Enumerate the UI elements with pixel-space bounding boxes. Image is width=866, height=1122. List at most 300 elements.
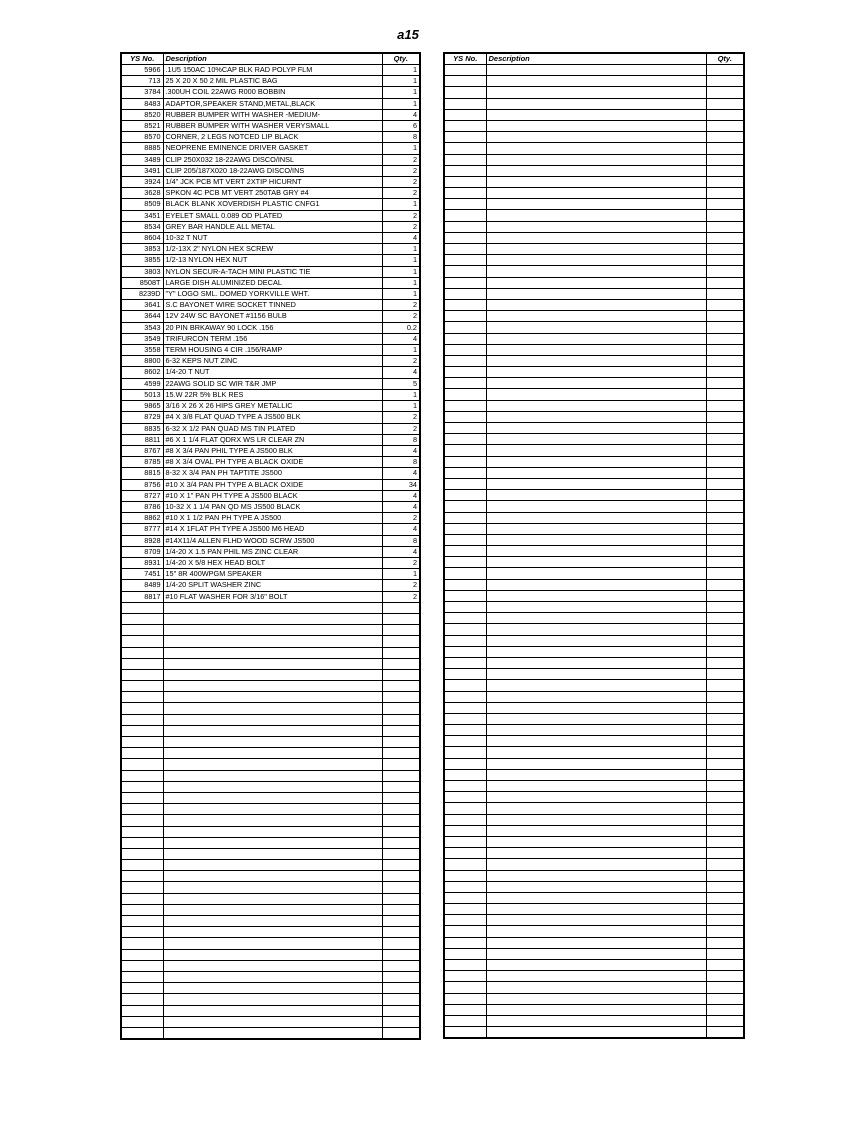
qty-cell: 8 (382, 535, 420, 546)
qty-cell (706, 400, 744, 411)
empty-table-row (121, 971, 420, 982)
description-cell (163, 960, 382, 971)
description-cell (163, 949, 382, 960)
ys-no-cell (444, 199, 486, 210)
description-cell: 3/16 X 26 X 26 HIPS GREY METALLIC (163, 401, 382, 412)
description-cell (486, 255, 706, 266)
description-cell (486, 221, 706, 232)
ys-no-cell (121, 826, 163, 837)
qty-cell: 1 (382, 244, 420, 255)
ys-no-cell: 8239D (121, 289, 163, 300)
ys-no-cell: 8885 (121, 143, 163, 154)
ys-no-cell: 8521 (121, 121, 163, 132)
table-row (121, 266, 420, 277)
ys-no-cell (121, 625, 163, 636)
qty-cell (706, 176, 744, 187)
description-cell (163, 837, 382, 848)
ys-no-cell (444, 904, 486, 915)
description-cell (486, 669, 706, 680)
empty-table-row (121, 938, 420, 949)
qty-cell (706, 579, 744, 590)
qty-cell (382, 916, 420, 927)
description-cell: 22AWG SOLID SC WIR T&R JMP (163, 378, 382, 389)
ys-no-cell (444, 210, 486, 221)
ys-no-cell (444, 624, 486, 635)
qty-cell (706, 624, 744, 635)
qty-cell (706, 892, 744, 903)
empty-table-row (444, 98, 744, 109)
ys-no-cell (444, 467, 486, 478)
ys-no-cell: 3855 (121, 255, 163, 266)
table-row (121, 333, 420, 344)
qty-cell (706, 232, 744, 243)
description-cell (486, 915, 706, 926)
table-row (121, 65, 420, 76)
qty-cell (706, 378, 744, 389)
description-cell (486, 814, 706, 825)
empty-table-row (121, 737, 420, 748)
page-title: a15 (397, 27, 419, 42)
empty-table-row (444, 680, 744, 691)
ys-no-cell (444, 725, 486, 736)
ys-no-cell: 3644 (121, 311, 163, 322)
description-cell (486, 971, 706, 982)
description-cell (486, 400, 706, 411)
qty-cell (706, 221, 744, 232)
ys-no-cell (444, 691, 486, 702)
ys-no-cell (121, 837, 163, 848)
qty-cell (706, 971, 744, 982)
description-cell (163, 882, 382, 893)
empty-table-row (444, 367, 744, 378)
ys-no-cell (121, 983, 163, 994)
qty-cell (706, 904, 744, 915)
ys-no-cell: 8785 (121, 457, 163, 468)
ys-no-cell (444, 154, 486, 165)
ys-no-cell (121, 893, 163, 904)
description-cell (486, 523, 706, 534)
empty-table-row (444, 277, 744, 288)
description-cell (163, 1005, 382, 1016)
empty-table-row (444, 423, 744, 434)
ys-no-cell (121, 692, 163, 703)
empty-table-row (444, 1015, 744, 1026)
description-cell (163, 904, 382, 915)
ys-no-cell: 8509 (121, 199, 163, 210)
table-row (121, 311, 420, 322)
table-row (121, 557, 420, 568)
ys-no-cell (121, 1005, 163, 1016)
table-row (121, 356, 420, 367)
qty-cell (382, 1016, 420, 1027)
table-header-row (121, 53, 420, 65)
ys-no-cell: 8520 (121, 109, 163, 120)
ys-no-cell: 8815 (121, 468, 163, 479)
table-row (121, 165, 420, 176)
empty-table-row (444, 859, 744, 870)
header-description: Description (486, 53, 706, 65)
ys-no-cell (444, 736, 486, 747)
ys-no-cell: 8777 (121, 524, 163, 535)
qty-cell (706, 411, 744, 422)
ys-no-cell (121, 669, 163, 680)
description-cell (163, 927, 382, 938)
qty-cell (382, 1005, 420, 1016)
qty-cell (382, 804, 420, 815)
empty-table-row (444, 725, 744, 736)
description-cell (486, 1004, 706, 1015)
description-cell (163, 625, 382, 636)
ys-no-cell (444, 244, 486, 255)
empty-table-row (444, 378, 744, 389)
description-cell: #10 X 1 1/2 PAN PH TYPE A JS500 (163, 513, 382, 524)
description-cell: EYELET SMALL 0.089 OD PLATED (163, 210, 382, 221)
ys-no-cell (444, 534, 486, 545)
ys-no-cell: 8709 (121, 546, 163, 557)
table-row (121, 300, 420, 311)
empty-table-row (444, 613, 744, 624)
qty-cell: 4 (382, 468, 420, 479)
description-cell (163, 916, 382, 927)
qty-cell: 1 (382, 76, 420, 87)
ys-no-cell: 8931 (121, 557, 163, 568)
empty-table-row (444, 557, 744, 568)
ys-no-cell (444, 478, 486, 489)
description-cell (486, 825, 706, 836)
empty-table-row (444, 646, 744, 657)
empty-table-row (444, 65, 744, 76)
description-cell (163, 725, 382, 736)
ys-no-cell (444, 803, 486, 814)
ys-no-cell (444, 657, 486, 668)
qty-cell: 0.2 (382, 322, 420, 333)
table-row (121, 221, 420, 232)
ys-no-cell: 8508T (121, 277, 163, 288)
description-cell (486, 1015, 706, 1026)
ys-no-cell: 8811 (121, 434, 163, 445)
description-cell (486, 836, 706, 847)
empty-table-row (444, 993, 744, 1004)
empty-table-row (444, 143, 744, 154)
qty-cell (382, 703, 420, 714)
description-cell (486, 109, 706, 120)
description-cell (163, 871, 382, 882)
qty-cell: 2 (382, 165, 420, 176)
description-cell: 15" 8R 400WPGM SPEAKER (163, 569, 382, 580)
description-cell (486, 333, 706, 344)
header-description: Description (163, 53, 382, 65)
description-cell (486, 635, 706, 646)
ys-no-cell (444, 825, 486, 836)
description-cell (486, 725, 706, 736)
qty-cell (382, 815, 420, 826)
description-cell (163, 781, 382, 792)
description-cell: NEOPRENE EMINENCE DRIVER GASKET (163, 143, 382, 154)
empty-table-row (444, 501, 744, 512)
description-cell (486, 590, 706, 601)
ys-no-cell (444, 892, 486, 903)
description-cell: 6-32 X 1/2 PAN QUAD MS TIN PLATED (163, 423, 382, 434)
qty-cell: 2 (382, 188, 420, 199)
ys-no-cell (121, 848, 163, 859)
ys-no-cell (444, 221, 486, 232)
empty-table-row (444, 702, 744, 713)
qty-cell (706, 512, 744, 523)
ys-no-cell (121, 994, 163, 1005)
description-cell (486, 478, 706, 489)
empty-table-row (444, 602, 744, 613)
ys-no-cell (444, 76, 486, 87)
qty-cell: 4 (382, 445, 420, 456)
qty-cell: 2 (382, 154, 420, 165)
description-cell: GREY BAR HANDLE ALL METAL (163, 221, 382, 232)
description-cell: 10-32 X 1 1/4 PAN QD MS JS500 BLACK (163, 501, 382, 512)
qty-cell: 2 (382, 557, 420, 568)
qty-cell (706, 646, 744, 657)
table-row (121, 199, 420, 210)
description-cell (163, 826, 382, 837)
qty-cell (706, 76, 744, 87)
ys-no-cell (444, 546, 486, 557)
qty-cell (706, 758, 744, 769)
description-cell: 10-32 T NUT (163, 233, 382, 244)
ys-no-cell: 5013 (121, 389, 163, 400)
qty-cell (706, 299, 744, 310)
qty-cell: 2 (382, 513, 420, 524)
qty-cell (706, 747, 744, 758)
ys-no-cell (444, 836, 486, 847)
description-cell (486, 747, 706, 758)
empty-table-row (444, 635, 744, 646)
empty-table-row (121, 871, 420, 882)
ys-no-cell (444, 881, 486, 892)
ys-no-cell (121, 960, 163, 971)
description-cell: #8 X 3/4 PAN PHIL TYPE A JS500 BLK (163, 445, 382, 456)
ys-no-cell: 3924 (121, 177, 163, 188)
qty-cell (382, 971, 420, 982)
empty-table-row (444, 803, 744, 814)
empty-table-row (121, 636, 420, 647)
ys-no-cell: 8534 (121, 221, 163, 232)
qty-cell (706, 98, 744, 109)
qty-cell (382, 748, 420, 759)
description-cell (163, 792, 382, 803)
empty-table-row (444, 154, 744, 165)
description-cell (486, 960, 706, 971)
qty-cell (706, 870, 744, 881)
empty-table-row (444, 255, 744, 266)
parts-list-table-continuation (443, 52, 745, 1039)
ys-no-cell: 5966 (121, 65, 163, 76)
empty-table-row (444, 758, 744, 769)
empty-table-row (444, 288, 744, 299)
qty-cell (382, 669, 420, 680)
description-cell (486, 881, 706, 892)
empty-table-row (444, 87, 744, 98)
table-row (121, 546, 420, 557)
ys-no-cell (121, 792, 163, 803)
table-row (121, 345, 420, 356)
description-cell: CORNER, 2 LEGS NOTCED LIP BLACK (163, 132, 382, 143)
empty-table-row (444, 1027, 744, 1039)
table-row (121, 580, 420, 591)
qty-cell (382, 837, 420, 848)
description-cell: 1/4-20 X 1.5 PAN PHIL MS ZINC CLEAR (163, 546, 382, 557)
ys-no-cell (444, 758, 486, 769)
qty-cell: 5 (382, 378, 420, 389)
description-cell (486, 904, 706, 915)
empty-table-row (444, 624, 744, 635)
empty-table-row (121, 1027, 420, 1039)
ys-no-cell (444, 971, 486, 982)
qty-cell (706, 367, 744, 378)
ys-no-cell (444, 456, 486, 467)
empty-table-row (444, 400, 744, 411)
qty-cell (706, 792, 744, 803)
empty-table-row (121, 804, 420, 815)
empty-table-row (444, 1004, 744, 1015)
qty-cell (706, 657, 744, 668)
description-cell (486, 691, 706, 702)
qty-cell (706, 333, 744, 344)
description-cell (486, 680, 706, 691)
ys-no-cell (444, 982, 486, 993)
description-cell (486, 120, 706, 131)
qty-cell (382, 692, 420, 703)
qty-cell (382, 860, 420, 871)
qty-cell (706, 702, 744, 713)
ys-no-cell (444, 926, 486, 937)
description-cell (486, 98, 706, 109)
ys-no-cell (444, 568, 486, 579)
qty-cell (382, 636, 420, 647)
parts-table-left (120, 52, 421, 1040)
empty-table-row (444, 892, 744, 903)
description-cell: 1/4-20 T NUT (163, 367, 382, 378)
qty-cell: 4 (382, 109, 420, 120)
qty-cell (706, 132, 744, 143)
description-cell (486, 490, 706, 501)
ys-no-cell: 3558 (121, 345, 163, 356)
qty-cell: 2 (382, 210, 420, 221)
empty-table-row (444, 870, 744, 881)
ys-no-cell (444, 579, 486, 590)
ys-no-cell (444, 255, 486, 266)
table-row (121, 412, 420, 423)
description-cell (486, 781, 706, 792)
ys-no-cell (444, 299, 486, 310)
qty-cell (382, 949, 420, 960)
qty-cell (706, 478, 744, 489)
empty-table-row (444, 568, 744, 579)
ys-no-cell: 3543 (121, 322, 163, 333)
qty-cell (706, 982, 744, 993)
qty-cell: 1 (382, 277, 420, 288)
ys-no-cell: 8604 (121, 233, 163, 244)
description-cell (486, 355, 706, 366)
table-row (121, 109, 420, 120)
description-cell (486, 143, 706, 154)
qty-cell: 1 (382, 569, 420, 580)
ys-no-cell: 3491 (121, 165, 163, 176)
ys-no-cell (444, 333, 486, 344)
description-cell: 20 PIN BRKAWAY 90 LOCK .156 (163, 322, 382, 333)
ys-no-cell (121, 781, 163, 792)
qty-cell (706, 836, 744, 847)
description-cell (486, 758, 706, 769)
description-cell: #4 X 3/8 FLAT QUAD TYPE A JS500 BLK (163, 412, 382, 423)
empty-table-row (444, 244, 744, 255)
description-cell (163, 737, 382, 748)
ys-no-cell (444, 713, 486, 724)
empty-table-row (444, 165, 744, 176)
empty-table-row (444, 299, 744, 310)
table-row (121, 468, 420, 479)
qty-cell (706, 210, 744, 221)
header-qty: Qty. (382, 53, 420, 65)
description-cell (163, 770, 382, 781)
ys-no-cell: 8786 (121, 501, 163, 512)
empty-table-row (444, 411, 744, 422)
ys-no-cell (121, 770, 163, 781)
ys-no-cell: 8727 (121, 490, 163, 501)
empty-table-row (444, 523, 744, 534)
description-cell (486, 445, 706, 456)
description-cell (486, 467, 706, 478)
ys-no-cell (121, 703, 163, 714)
empty-table-row (444, 792, 744, 803)
qty-cell (706, 423, 744, 434)
ys-no-cell (444, 814, 486, 825)
description-cell: 8-32 X 3/4 PAN PH TAPTITE JS500 (163, 468, 382, 479)
ys-no-cell: 8862 (121, 513, 163, 524)
description-cell: 25 X 20 X 50 2 MIL PLASTIC BAG (163, 76, 382, 87)
qty-cell (382, 927, 420, 938)
empty-table-row (121, 759, 420, 770)
qty-cell: 4 (382, 333, 420, 344)
ys-no-cell (121, 737, 163, 748)
empty-table-row (444, 456, 744, 467)
qty-cell (706, 635, 744, 646)
ys-no-cell (121, 971, 163, 982)
qty-cell: 8 (382, 132, 420, 143)
table-row (121, 322, 420, 333)
table-row (121, 490, 420, 501)
qty-cell (706, 814, 744, 825)
qty-cell (706, 434, 744, 445)
description-cell (486, 1027, 706, 1039)
qty-cell (382, 714, 420, 725)
ys-no-cell (121, 871, 163, 882)
qty-cell (706, 557, 744, 568)
ys-no-cell (444, 322, 486, 333)
qty-cell (706, 456, 744, 467)
ys-no-cell (444, 400, 486, 411)
ys-no-cell (444, 613, 486, 624)
header-qty: Qty. (706, 53, 744, 65)
qty-cell (706, 344, 744, 355)
qty-cell: 2 (382, 412, 420, 423)
ys-no-cell (444, 792, 486, 803)
qty-cell (706, 501, 744, 512)
qty-cell (382, 681, 420, 692)
empty-table-row (121, 815, 420, 826)
table-row (121, 569, 420, 580)
empty-table-row (121, 949, 420, 960)
ys-no-cell (444, 769, 486, 780)
empty-table-row (444, 937, 744, 948)
ys-no-cell (121, 904, 163, 915)
